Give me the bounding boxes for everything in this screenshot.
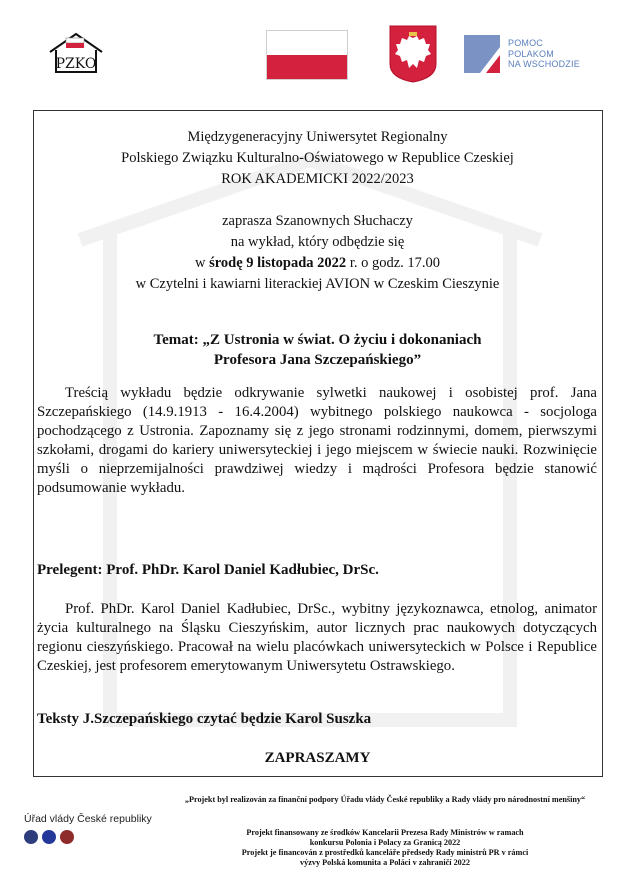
event-place: w Czytelni i kawiarni literackiej AVION w Czeskim Cieszynie (135, 276, 500, 292)
invitation-date-line (0, 253, 635, 274)
lecture-description: Treścią wykładu będzie odkrywanie sylwetki naukowej i osobistej prof. Jana Szczepańskiego (14.9.1913 - 16.4.2004) wybitnego polskiego naukowca - socjologa pochodzącego z Ustronia. Zapoznamy się z jego stronami rodzinnymi, domem, pierwszymi szkołami, drogami do kariery uniwersyteckiej i jego miejscem w świecie nauki. Rozwinięcie myśli o nieprzemijalności prawdziwej wiedzy i mądrości Profesora będzie stanowić podsumowanie wykładu. (37, 385, 597, 496)
lion-emblem-icon (60, 830, 74, 844)
pomoc-line-1: POMOC (508, 38, 544, 49)
polish-flag (266, 30, 348, 80)
header-line-academic-year: ROK AKADEMICKI 2022/2023 (221, 171, 414, 187)
organizer-header (0, 127, 635, 190)
header-line-association: Polskiego Związku Kulturalno-Oświatowego w Republice Czeskiej (121, 150, 514, 166)
event-time: r. o godz. 17.00 (346, 255, 441, 271)
eu-stars-icon (42, 830, 56, 844)
funding-note-pl-a: Projekt finansowany ze środków Kancelarii Prezesa Rady Ministrów w ramach (246, 828, 524, 837)
invitation-line-2: na wykład, który odbędzie się (230, 234, 405, 250)
polish-eagle-emblem (388, 24, 438, 84)
lecturer-name: Prelegent: Prof. PhDr. Karol Daniel Kadłubiec, DrSc. (37, 562, 379, 578)
lecturer-bio: Prof. PhDr. Karol Daniel Kadłubiec, DrSc., wybitny językoznawca, etnolog, animator życia kulturalnego na Śląsku Cieszyńskim, autor licznych prac naukowych dotyczących regionu cieszyńskiego. Pracował na wielu placówkach uniwersyteckich w Polsce i Republice Czeskiej, jest profesorem emerytowanym Uniwersytetu Ostrawskiego. (37, 601, 597, 674)
pomoc-polakom-logo (464, 34, 580, 74)
event-date: środę 9 listopada 2022 (209, 255, 347, 271)
invitation-text (0, 211, 635, 295)
topic-line-2: Profesora Jana Szczepańskiego” (213, 352, 422, 368)
funding-note-cz-a: Projekt je financován z prostředků kanceláře předsedy Rady ministrů PR v rámci (241, 848, 529, 857)
government-seal-icon (24, 830, 38, 844)
funding-notes (160, 828, 610, 868)
pomoc-line-3: NA WSCHODZIE (508, 59, 580, 70)
topic-line-1: Temat: „Z Ustronia w świat. O życiu i dokonaniach (153, 332, 482, 348)
pzko-logo (44, 28, 108, 76)
funding-note-czech-gov: „Projekt byl realizován za finanční podpory Úřadu vlády České republiky a Rady vlády pro národnostní menšiny“ (184, 795, 586, 804)
closing-invite: ZAPRASZAMY (264, 750, 371, 766)
header-line-university: Międzygeneracyjny Uniwersytet Regionalny (187, 129, 448, 145)
government-icons (24, 830, 74, 844)
readers-line: Teksty J.Szczepańskiego czytać będzie Karol Suszka (37, 711, 372, 727)
lecture-topic (0, 330, 635, 370)
pomoc-polakom-text (508, 38, 580, 70)
pomoc-polakom-mark (464, 35, 500, 73)
pzko-logo-text: PZKO (55, 56, 97, 72)
funding-note-pl-b: konkursu Polonia i Polacy za Granicą 2022 (309, 838, 461, 847)
czech-government-label: Úřad vlády České republiky (24, 813, 152, 825)
date-prefix: w (194, 255, 210, 271)
pomoc-line-2: POLAKOM (508, 48, 554, 59)
funding-note-cz-b: výzvy Polská komunita a Poláci v zahraničí 2022 (300, 858, 470, 867)
invitation-line-1: zaprasza Szanownych Słuchaczy (222, 213, 413, 229)
